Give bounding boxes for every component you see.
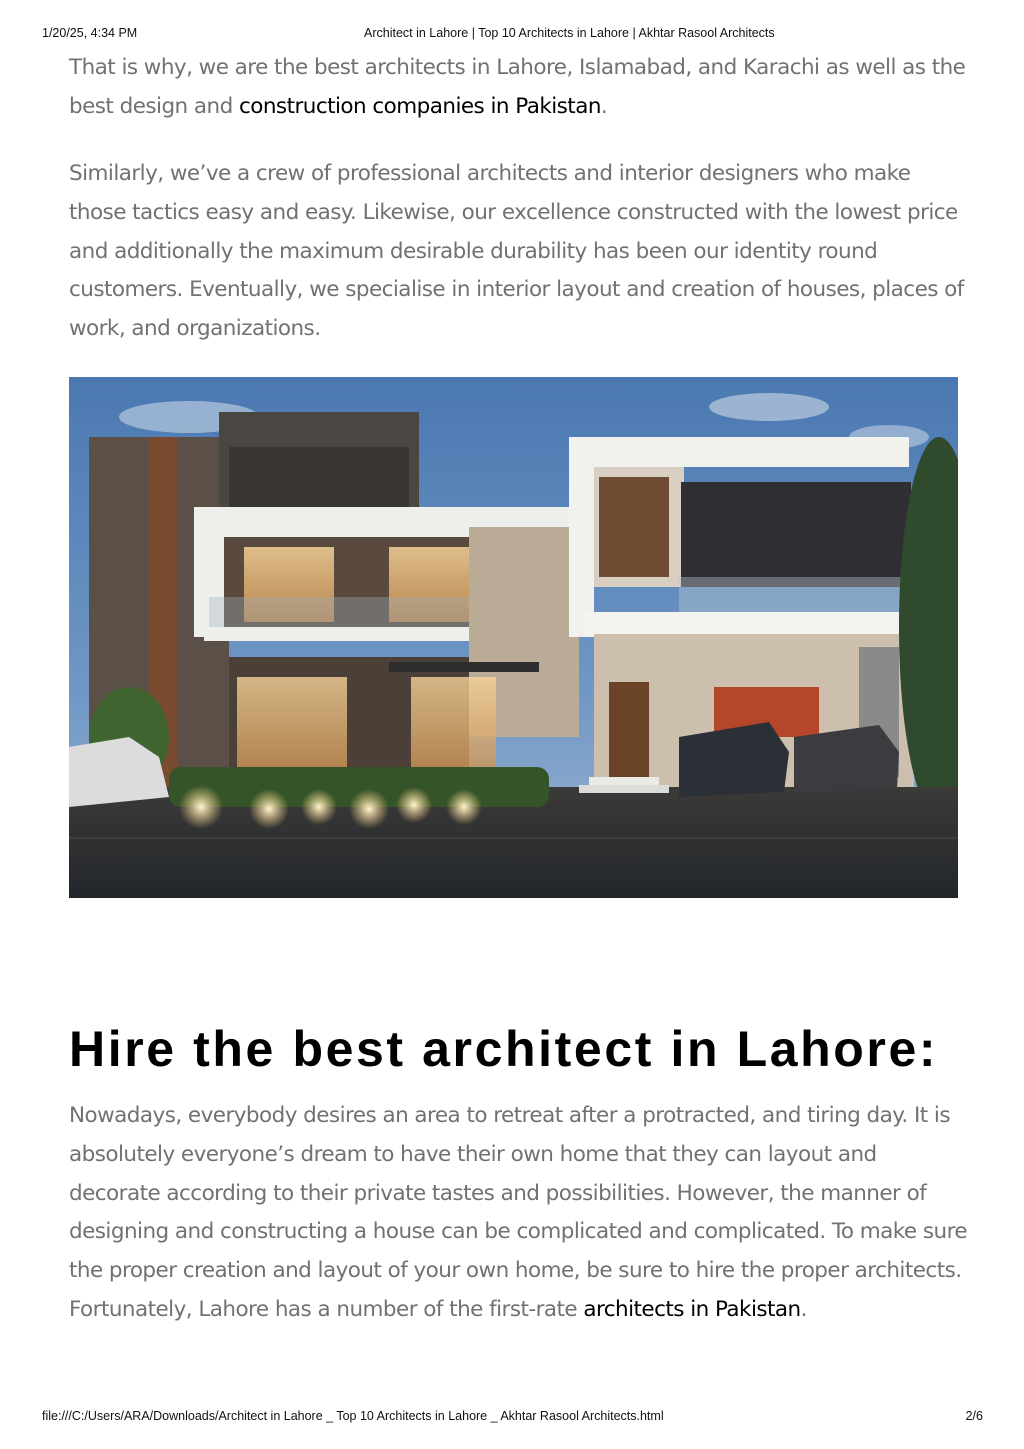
paragraph-best-architects — [69, 49, 969, 127]
print-file-path: file:///C:/Users/ARA/Downloads/Architect in Lahore _ Top 10 Architects in Lahore _ Akhtar Rasool Architects.html — [42, 1409, 664, 1423]
paragraph-hire-architect — [69, 1097, 969, 1330]
print-datetime: 1/20/25, 4:34 PM — [42, 26, 138, 40]
print-page-number: 2/6 — [965, 1409, 983, 1423]
print-footer — [0, 1409, 1024, 1425]
paragraph-text: That is why, we are the best architects in Lahore, Islamabad, and Karachi as well as the best design and — [69, 55, 966, 119]
house-render-image — [69, 377, 958, 898]
paragraph-text-end: . — [800, 1296, 807, 1322]
paragraph-text-end: . — [600, 93, 608, 119]
print-header — [0, 26, 1024, 42]
paragraph-text: Nowadays, everybody desires an area to retreat after a protracted, and tiring day. It is absolutely everyone’s dream to have their own home that they can layout and decorate according to their private tastes and possibilities. However, the manner of designing and constructing a house can be complicated and complicated. To make sure the proper creation and layout of your own home, be sure to hire the proper architects. Fortunately, Lahore has a number of the first-rate — [69, 1103, 968, 1322]
construction-companies-link[interactable]: construction companies in Pakistan — [238, 93, 601, 119]
paragraph-text: Similarly, we’ve a crew of professional architects and interior designers who make those tactics easy and easy. Likewise, our excellence constructed with the lowest price and additionally the maximum desirable durability has been our identity round customers. Eventually, we specialise in interior layout and creation of houses, places of work, and organizations. — [69, 161, 964, 342]
section-heading: Hire the best architect in Lahore: — [69, 1021, 939, 1077]
architects-in-pakistan-link[interactable]: architects in Pakistan — [583, 1296, 801, 1322]
paragraph-professional-crew — [69, 155, 969, 349]
print-page-title: Architect in Lahore | Top 10 Architects in Lahore | Akhtar Rasool Architects — [364, 26, 775, 40]
